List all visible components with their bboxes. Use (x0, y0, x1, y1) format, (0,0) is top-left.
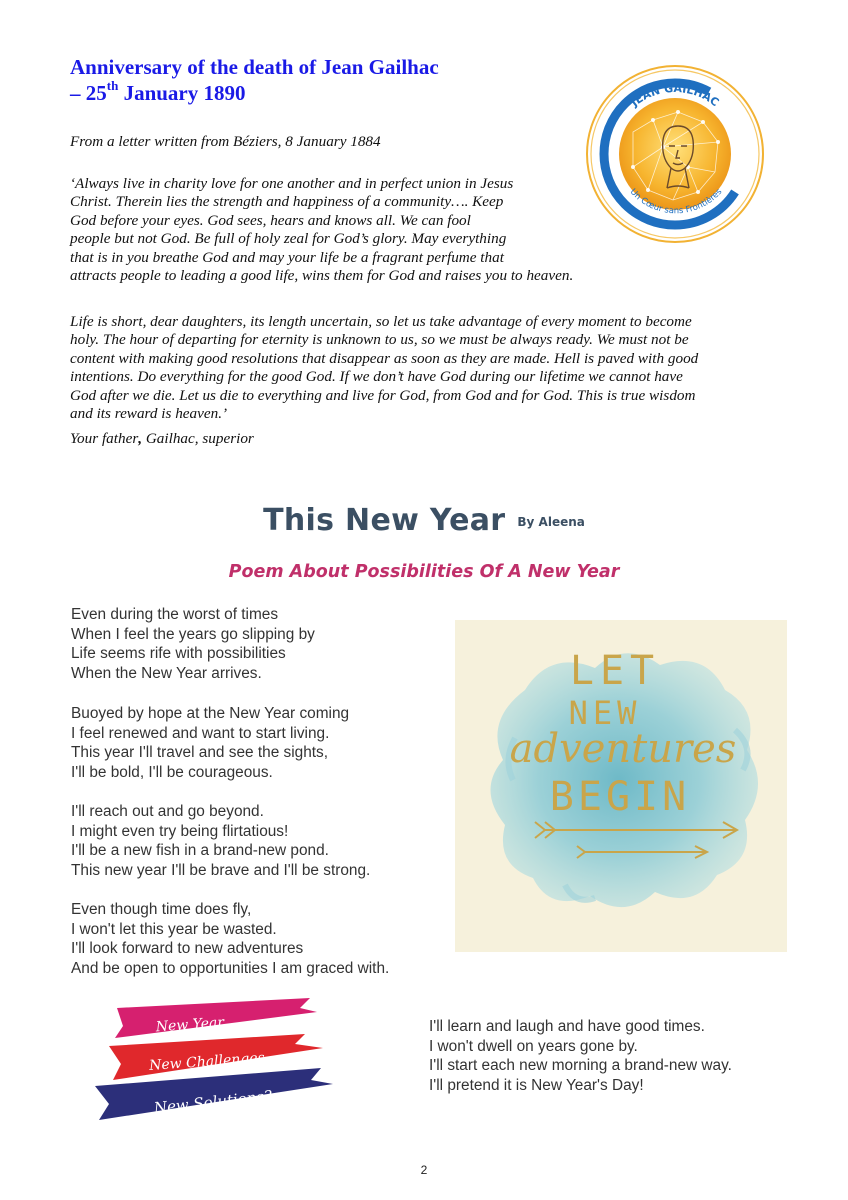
letter-quote-paragraph-2: Life is short, dear daughters, its length uncertain, so let us take advantage of every moment to become holy. The hour of departing for eternity is unknown to us, so we must be always ready. We must not be content with making good resolutions that disappear as soon as they are made. Hell is paved with good intentions. Do everything for the good God. If we don’t have God during our lifetime we cannot have God after we die. Let us die to everything and live for God, from God and for God. This is true wisdom and its reward is heaven.’ (70, 313, 699, 423)
poem-stanza-3: I'll reach out and go beyond. I might even try being flirtatious! I'll be a new fish in a brand-new pond. This new year I'll be brave and I'll be strong. (71, 803, 371, 879)
poem-stanza-1: Even during the worst of times When I feel the years go slipping by Life seems rife with possibilities When the New Year arrives. (71, 606, 315, 682)
logo-top-text: JEAN GAILHAC (628, 81, 722, 110)
jean-gailhac-logo (583, 62, 767, 246)
watercolor-line-let: LET (569, 648, 661, 694)
poem-author: By Aleena (517, 515, 585, 529)
new-year-banner (95, 996, 335, 1126)
banner-line-new-challenges: New Challenges (148, 1049, 266, 1075)
poem-stanza-2: Buoyed by hope at the New Year coming I feel renewed and want to start living. This year I'll travel and see the sights, I'll be bold, I'll be courageous. (71, 705, 350, 781)
article-title-line1: Anniversary of the death of Jean Gailhac (70, 55, 439, 79)
poem-title (0, 503, 848, 538)
letter-source: From a letter written from Béziers, 8 January 1884 (70, 133, 381, 150)
watercolor-line-begin: BEGIN (549, 774, 691, 820)
article-title (70, 54, 570, 106)
poem-stanza-5: I'll learn and laugh and have good times. I won't dwell on years gone by. I'll start each new morning a brand-new way. I'll pretend it is New Year's Day! (429, 1018, 732, 1094)
letter-quote-paragraph-1: ‘Always live in charity love for one another and in perfect union in Jesus Christ. Therein lies the strength and happiness of a community…. Keep God before your eyes. God sees, hears and knows all. We can fool people but not God. Be full of holy zeal for God’s glory. May everything that is in you breathe God and may your life be a fragrant perfume that attracts people to leading a good life, wins them for God and raises you to heaven. (70, 175, 574, 285)
let-new-adventures-begin-image (455, 620, 787, 952)
watercolor-line-new: NEW (568, 694, 642, 732)
poem-title-text: This New Year (263, 503, 506, 538)
banner-line-new-year: New Year (155, 1014, 225, 1036)
watercolor-line-adventures: adventures (509, 726, 737, 772)
logo-bottom-text: Un Cœur sans Frontières (627, 187, 725, 217)
poem-subtitle: Poem About Possibilities Of A New Year (228, 562, 620, 582)
page-number: 2 (420, 1163, 428, 1177)
banner-line-new-solutions: New Solutions? (153, 1086, 273, 1118)
letter-signature: Your father, Gailhac, superior (70, 430, 254, 447)
article-title-line2: – 25th January 1890 (70, 78, 246, 105)
poem-stanza-4: Even though time does fly, I won't let this year be wasted. I'll look forward to new adventures And be open to opportunities I am graced with. (71, 901, 390, 977)
